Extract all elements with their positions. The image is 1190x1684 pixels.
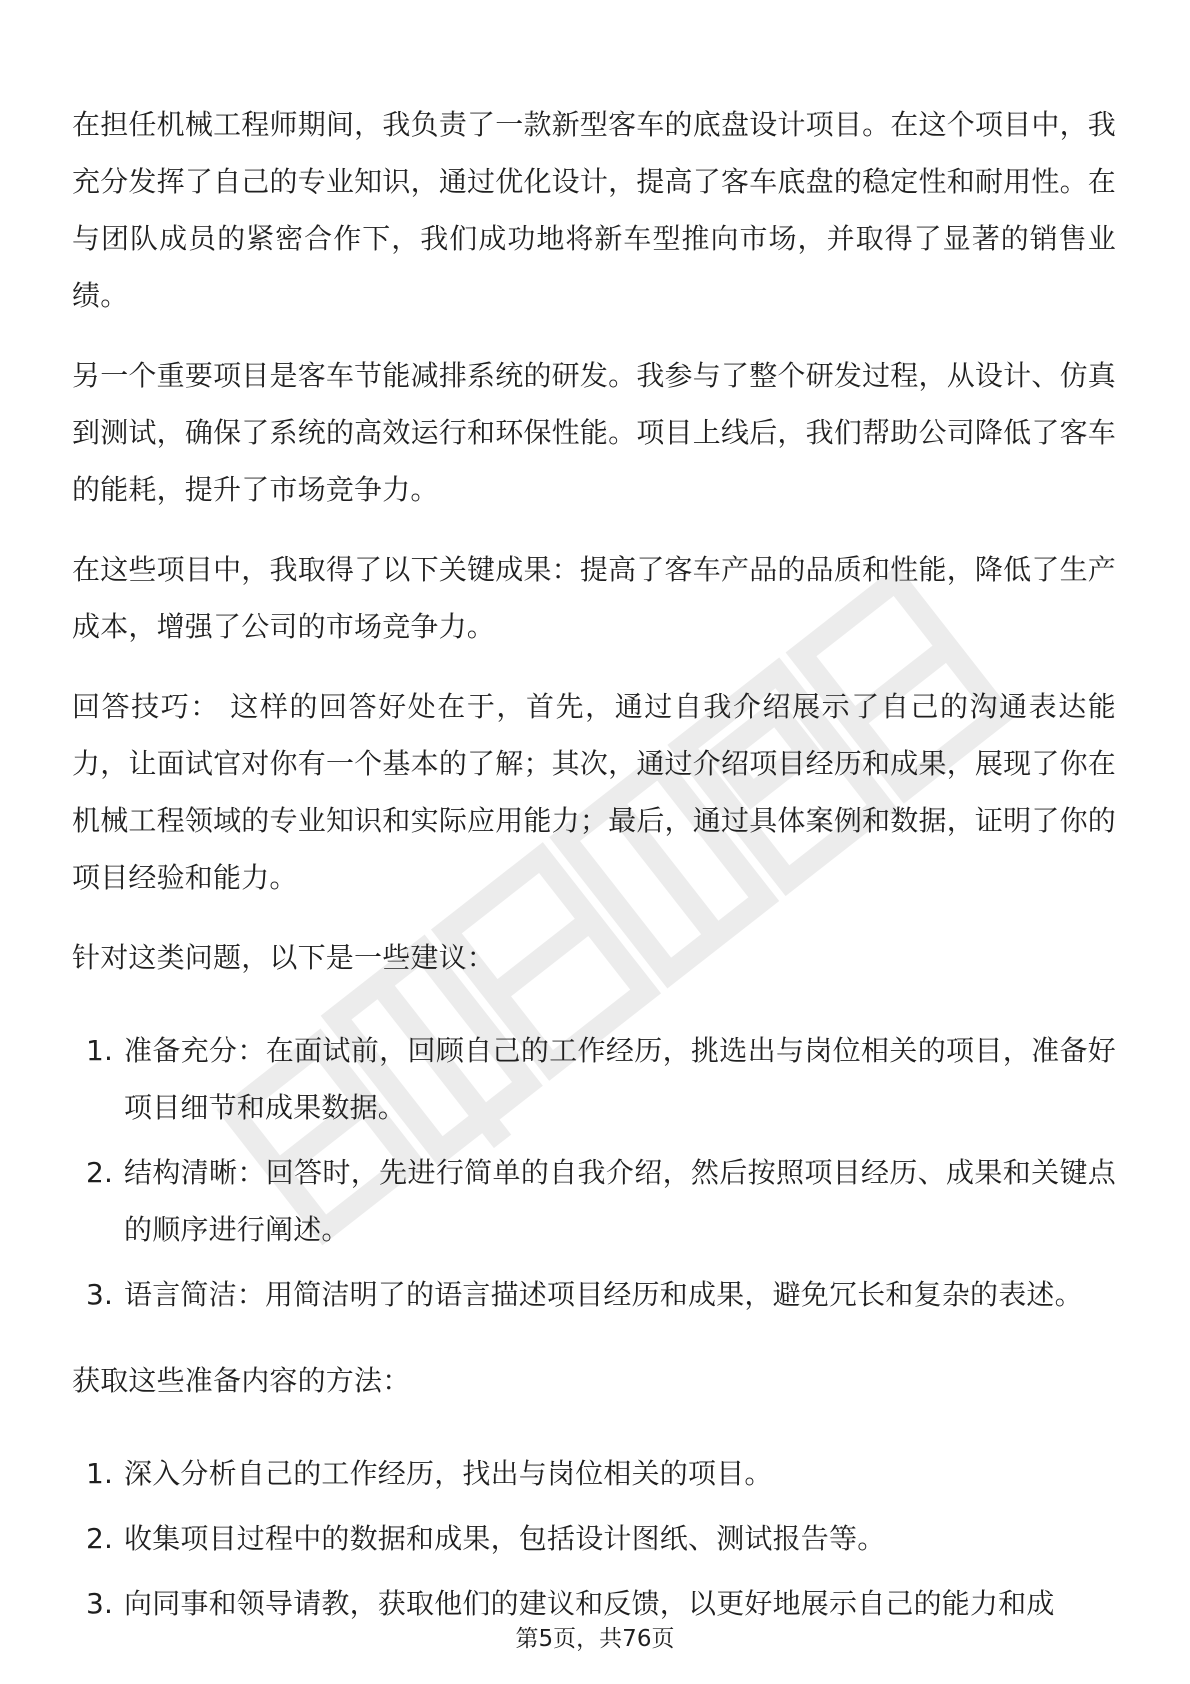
paragraph-suggestions-intro: 针对这类问题，以下是一些建议： [72, 941, 496, 974]
list-number: 3. [86, 1278, 114, 1311]
page-number-footer: 第5页，共76页 [515, 1626, 675, 1652]
suggestions-list [72, 1022, 1116, 1323]
list-item-text: 结构清晰：回答时，先进行简单的自我介绍，然后按照项目经历、成果和关键点的顺序进行阐述。 [124, 1156, 1116, 1246]
list-number: 1. [86, 1034, 114, 1067]
list-item-text: 准备充分：在面试前，回顾自己的工作经历，挑选出与岗位相关的项目，准备好项目细节和成果数据。 [124, 1034, 1116, 1124]
list-item-text: 收集项目过程中的数据和成果，包括设计图纸、测试报告等。 [124, 1522, 886, 1555]
list-item [72, 1266, 1116, 1323]
list-item [72, 1445, 1116, 1502]
paragraph-key-results: 在这些项目中，我取得了以下关键成果：提高了客车产品的品质和性能，降低了生产成本，增强了公司的市场竞争力。 [72, 553, 1116, 643]
list-item-text: 语言简洁：用简洁明了的语言描述项目经历和成果，避免冗长和复杂的表述。 [124, 1278, 1083, 1311]
paragraph-answer-tips: 回答技巧： 这样的回答好处在于，首先，通过自我介绍展示了自己的沟通表达能力，让面试官对你有一个基本的了解；其次，通过介绍项目经历和成果，展现了你在机械工程领域的专业知识和实际应用能力；最后，通过具体案例和数据，证明了你的项目经验和能力。 [72, 690, 1116, 894]
paragraph-methods-intro: 获取这些准备内容的方法： [72, 1364, 411, 1397]
list-item-text: 深入分析自己的工作经历，找出与岗位相关的项目。 [124, 1457, 773, 1490]
methods-list [72, 1445, 1116, 1632]
list-number: 2. [86, 1156, 114, 1189]
list-item [72, 1510, 1116, 1567]
list-number: 3. [86, 1587, 114, 1620]
list-item [72, 1022, 1116, 1136]
list-item-text: 向同事和领导请教，获取他们的建议和反馈，以更好地展示自己的能力和成 [124, 1587, 1055, 1620]
list-number: 1. [86, 1457, 114, 1490]
paragraph-energy-project: 另一个重要项目是客车节能减排系统的研发。我参与了整个研发过程，从设计、仿真到测试，确保了系统的高效运行和环保性能。项目上线后，我们帮助公司降低了客车的能耗，提升了市场竞争力。 [72, 359, 1116, 506]
document-body [72, 96, 1116, 1661]
list-number: 2. [86, 1522, 114, 1555]
paragraph-chassis-project: 在担任机械工程师期间，我负责了一款新型客车的底盘设计项目。在这个项目中，我充分发挥了自己的专业知识，通过优化设计，提高了客车底盘的稳定性和耐用性。在与团队成员的紧密合作下，我们成功地将新车型推向市场，并取得了显著的销售业绩。 [72, 108, 1116, 312]
list-item [72, 1144, 1116, 1258]
